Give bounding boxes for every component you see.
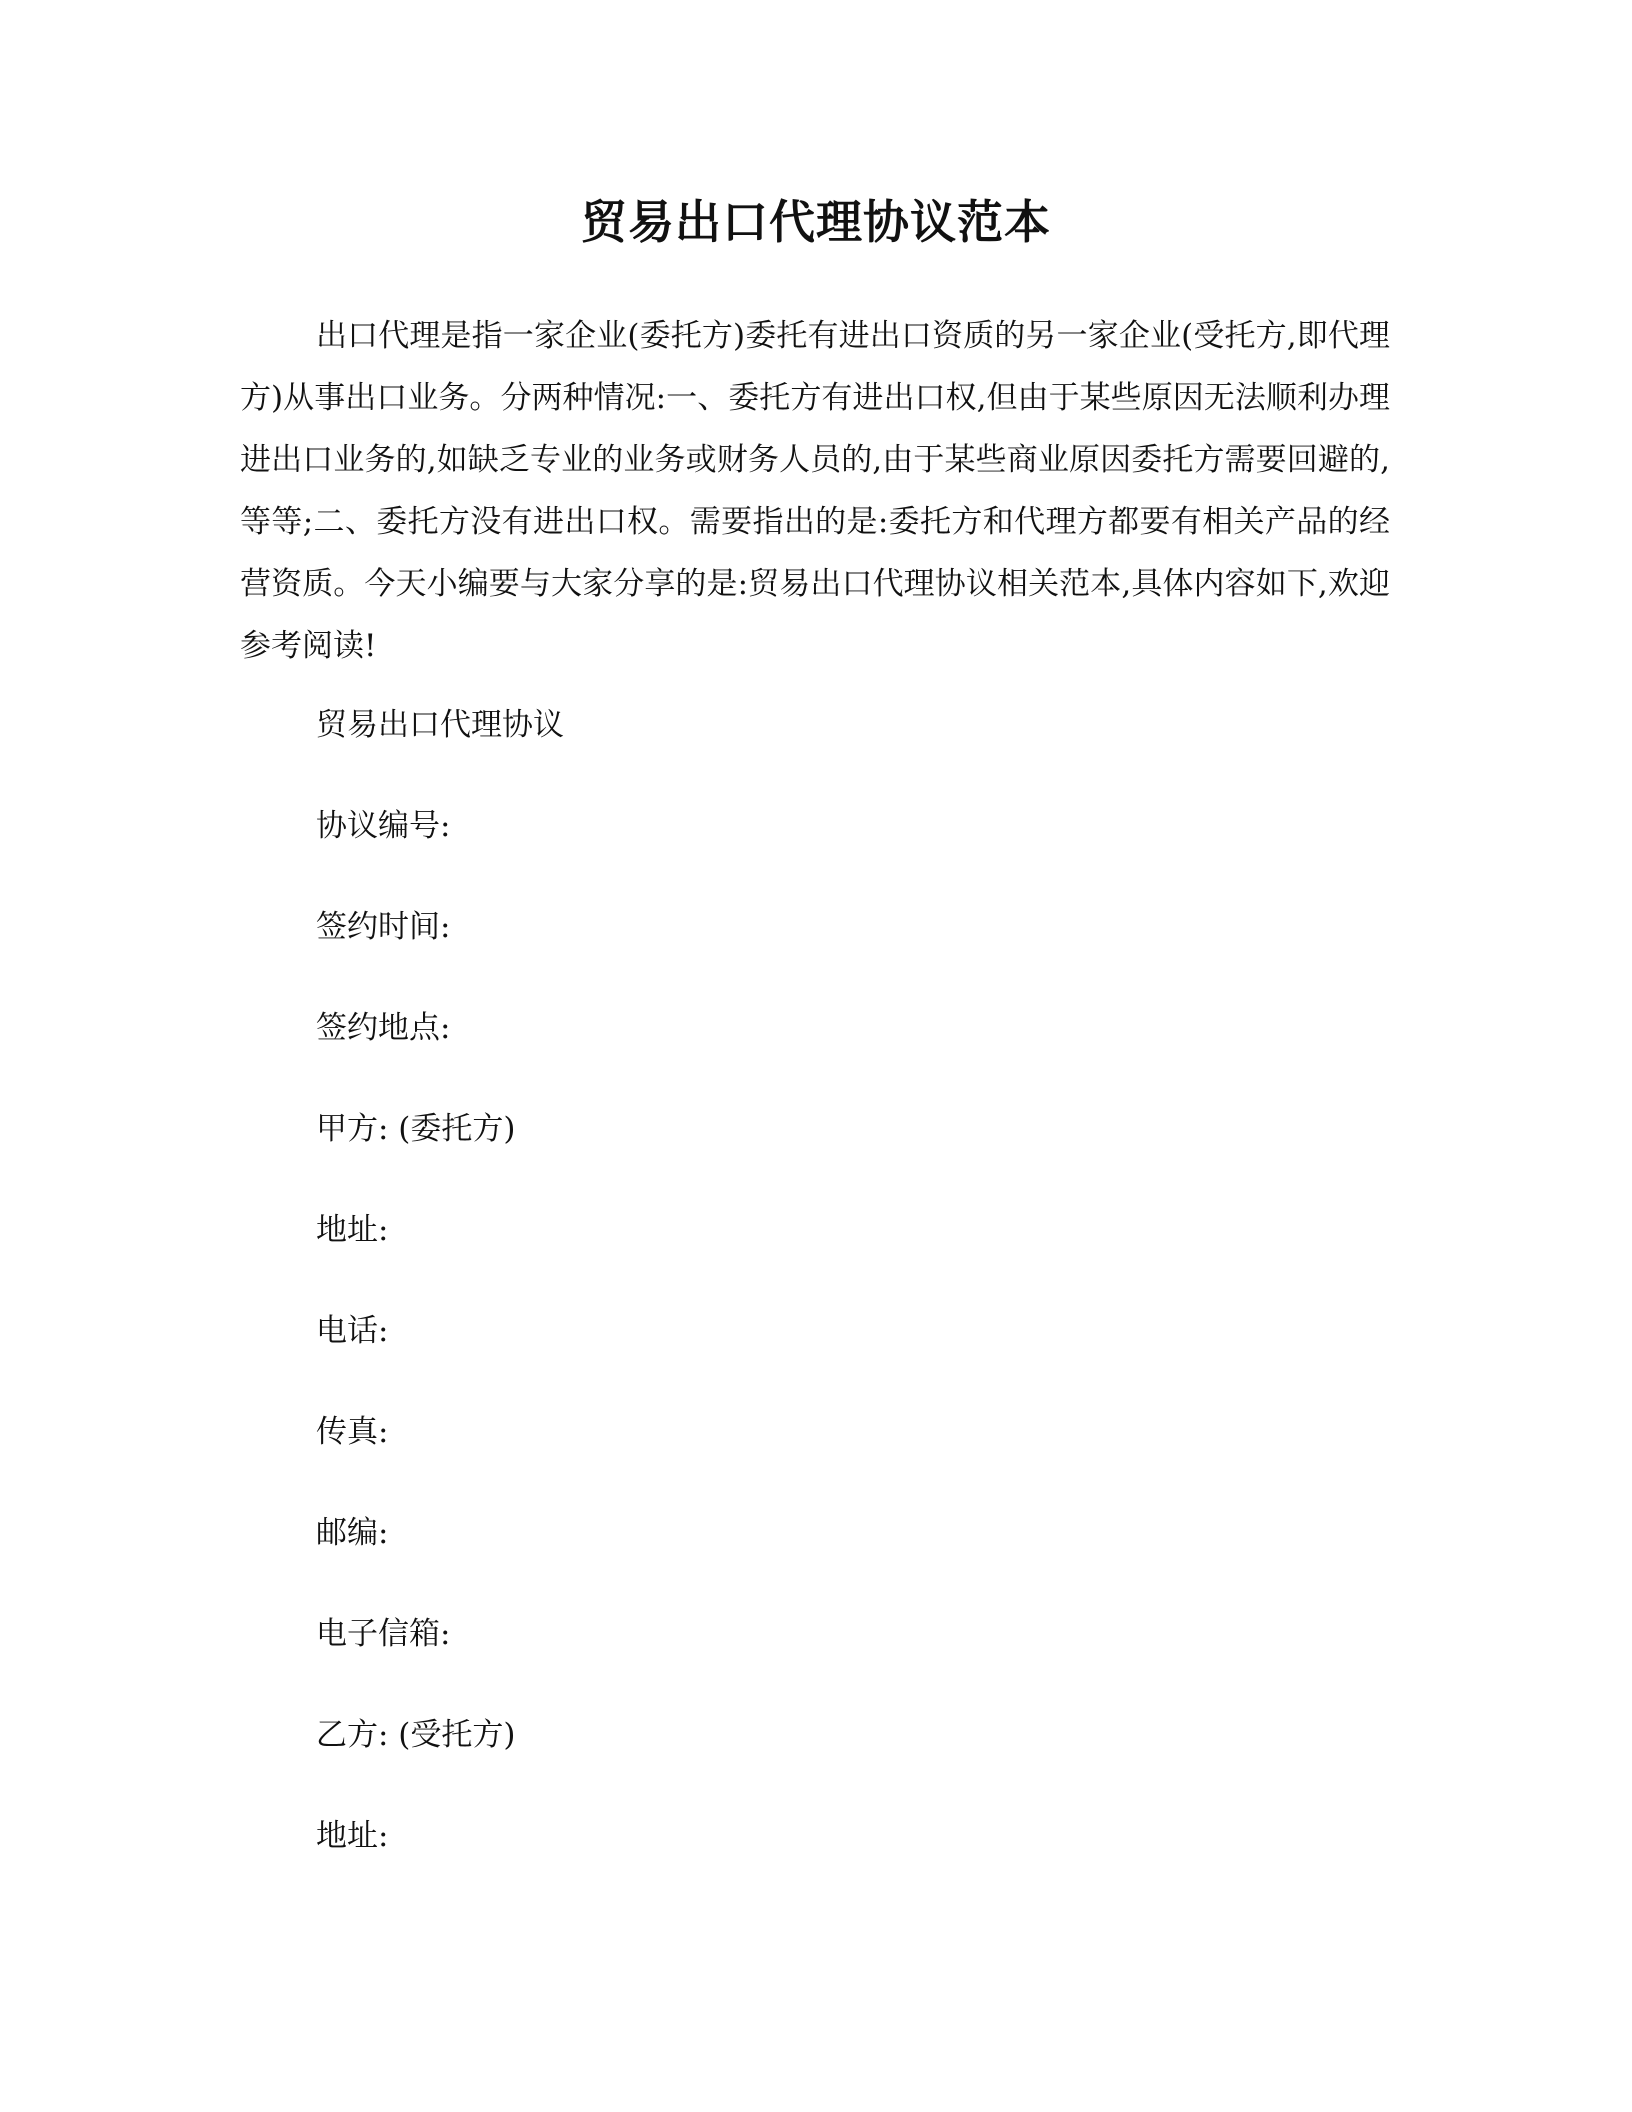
intro-paragraph: 出口代理是指一家企业(委托方)委托有进出口资质的另一家企业(受托方,即代理方)从事出口业务。分两种情况:一、委托方有进出口权,但由于某些原因无法顺利办理进出口业务的,如缺乏专业的业务或财务人员的,由于某些商业原因委托方需要回避的,等等;二、委托方没有进出口权。需要指出的是:委托方和代理方都要有相关产品的经营资质。今天小编要与大家分享的是:贸易出口代理协议相关范本,具体内容如下,欢迎参考阅读! xyxy=(240,318,1390,664)
field-party-b-address: 地址: xyxy=(316,1818,389,1854)
field-party-a-fax: 传真: xyxy=(316,1414,389,1450)
field-party-b: 乙方: (受托方) xyxy=(316,1717,516,1753)
field-agreement-number: 协议编号: xyxy=(316,808,451,844)
field-party-a: 甲方: (委托方) xyxy=(316,1111,516,1147)
agreement-heading: 贸易出口代理协议 xyxy=(316,707,564,743)
agreement-fields xyxy=(316,700,564,1912)
field-signing-place: 签约地点: xyxy=(316,1010,451,1046)
field-party-a-phone: 电话: xyxy=(316,1313,389,1349)
field-party-a-address: 地址: xyxy=(316,1212,389,1248)
document-title: 贸易出口代理协议范本 xyxy=(581,195,1051,249)
field-party-a-postcode: 邮编: xyxy=(316,1515,389,1551)
field-party-a-email: 电子信箱: xyxy=(316,1616,451,1652)
field-signing-time: 签约时间: xyxy=(316,909,451,945)
